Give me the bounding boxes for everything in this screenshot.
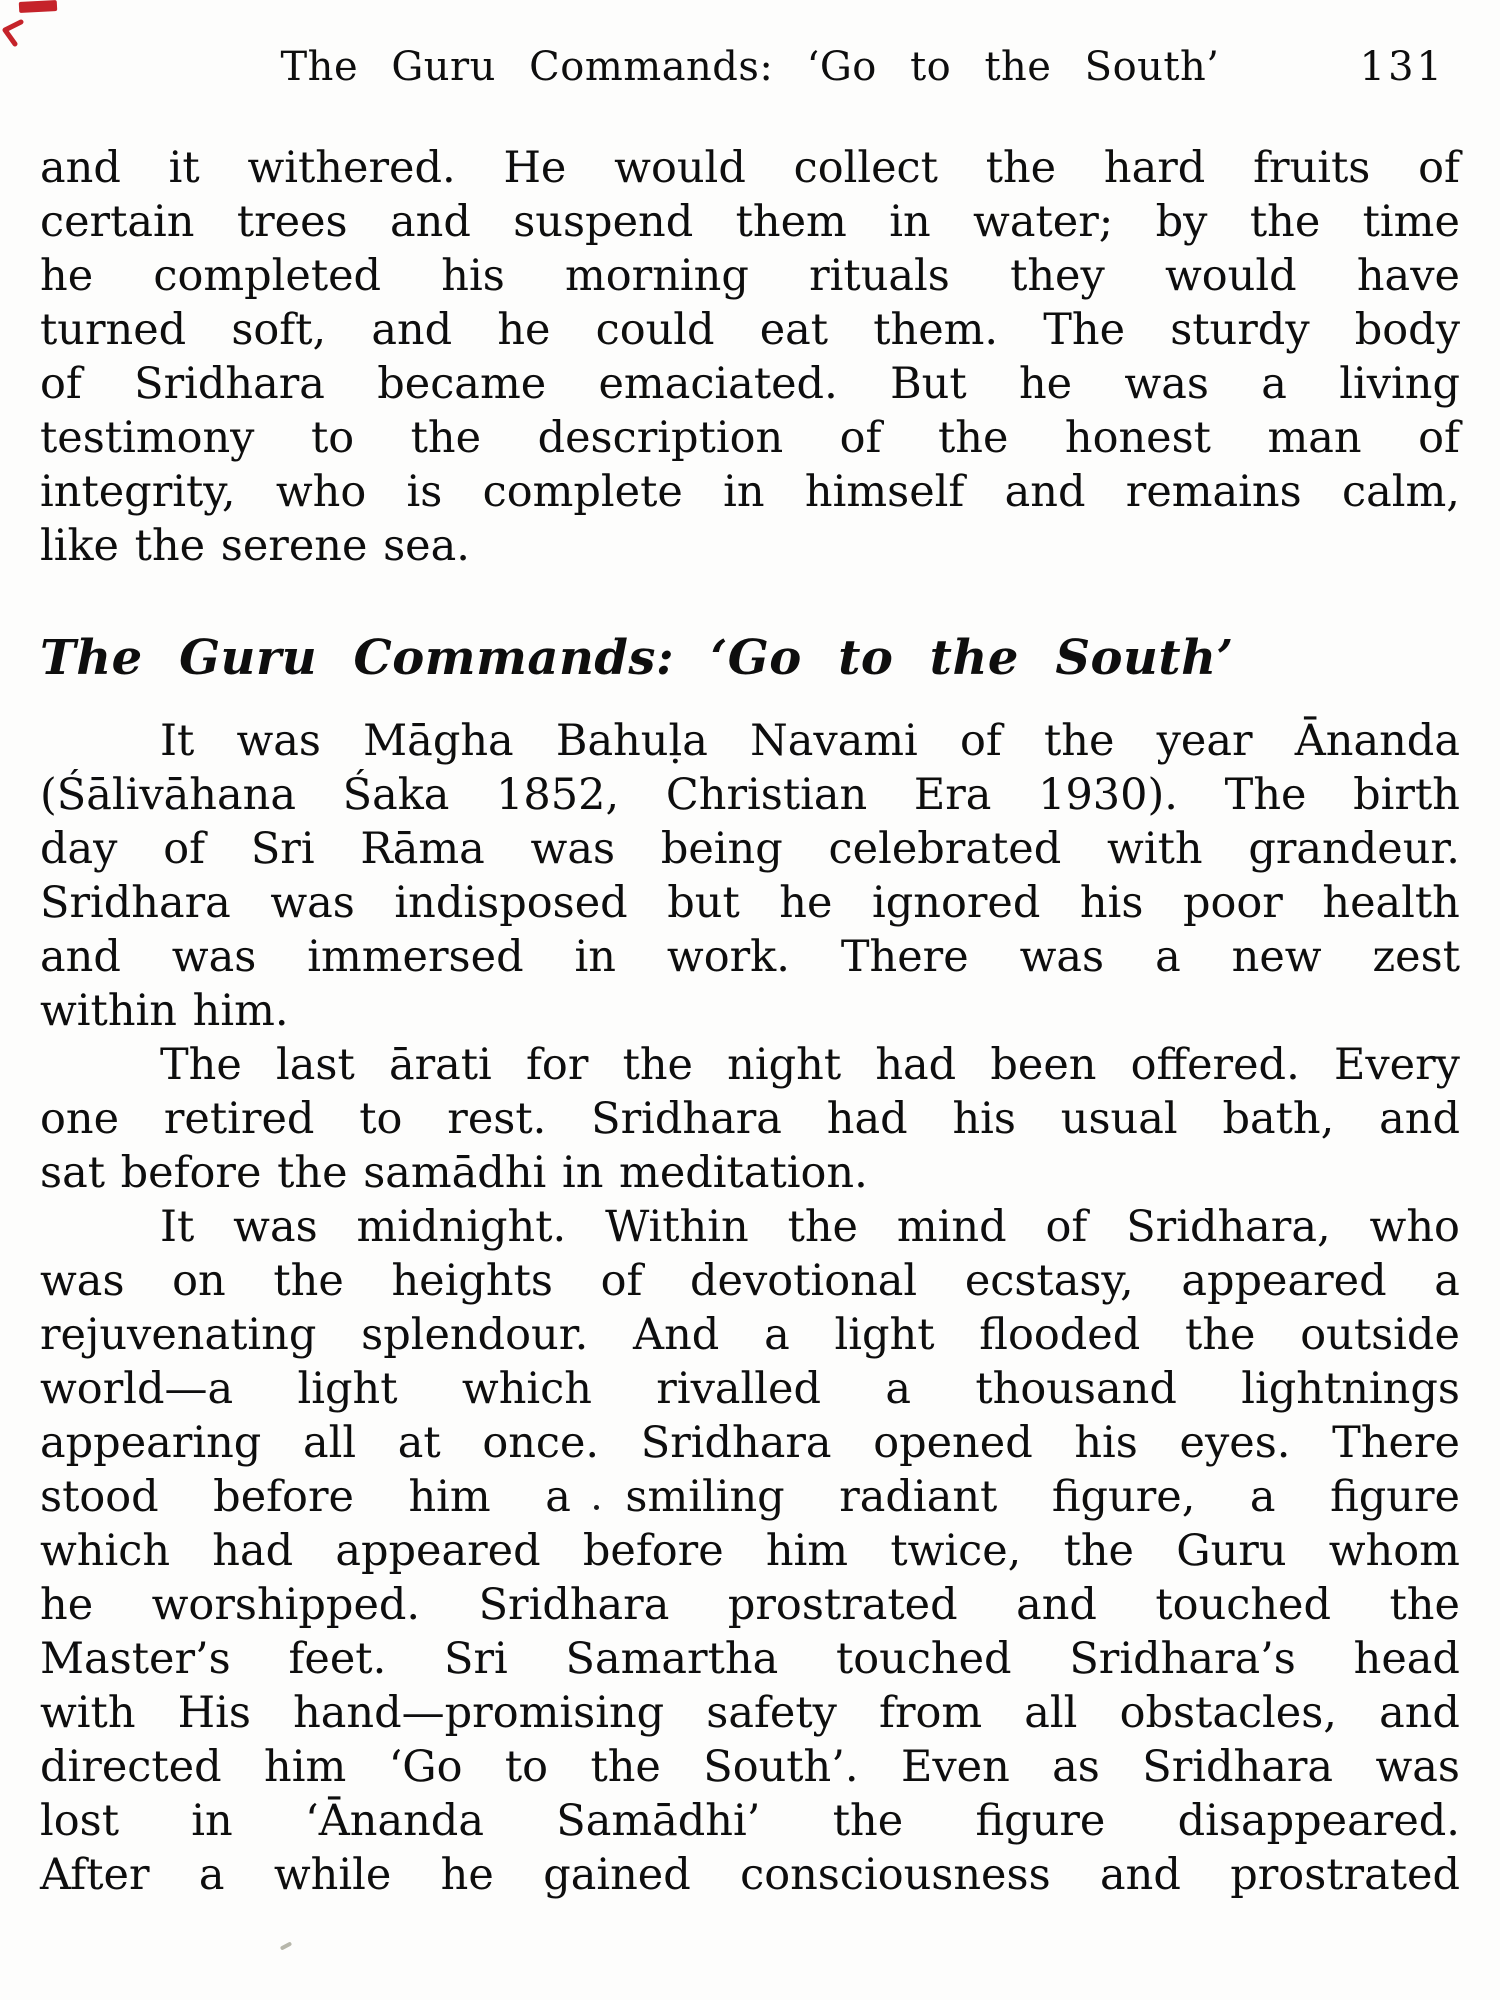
text-line: Sridhara was indisposed but he ignored his poor health bbox=[40, 878, 1460, 928]
text-line: certain trees and suspend them in water; by the time bbox=[40, 197, 1460, 247]
text-line: one retired to rest. Sridhara had his usual bath, and bbox=[40, 1094, 1460, 1144]
section-heading: The Guru Commands: ‘Go to the South’ bbox=[40, 630, 1234, 686]
paragraph-3 bbox=[40, 1038, 1460, 1200]
paragraph-4 bbox=[40, 1200, 1460, 1902]
text-line: It was midnight. Within the mind of Sridhara, who bbox=[160, 1202, 1460, 1252]
text-line: (Śālivāhana Śaka 1852, Christian Era 1930). The birth bbox=[40, 770, 1460, 820]
page-body bbox=[40, 141, 1460, 1902]
page-number: 131 bbox=[1359, 44, 1445, 90]
running-header bbox=[0, 44, 1500, 90]
text-line: integrity, who is complete in himself and remains calm, bbox=[40, 467, 1460, 517]
scan-smudge-artifact bbox=[280, 1941, 292, 1950]
text-line: sat before the samādhi in meditation. bbox=[40, 1148, 868, 1198]
text-line: After a while he gained consciousness and prostrated bbox=[40, 1850, 1460, 1900]
paragraph-2 bbox=[40, 714, 1460, 1038]
text-line: appearing all at once. Sridhara opened his eyes. There bbox=[40, 1418, 1460, 1468]
text-line: he completed his morning rituals they would have bbox=[40, 251, 1460, 301]
paragraph-1 bbox=[40, 141, 1460, 573]
text-line: like the serene sea. bbox=[40, 521, 470, 571]
text-line: world—a light which rivalled a thousand lightnings bbox=[40, 1364, 1460, 1414]
running-header-title: The Guru Commands: ‘Go to the South’ bbox=[280, 44, 1220, 90]
text-line: day of Sri Rāma was being celebrated with grandeur. bbox=[40, 824, 1460, 874]
text-line: and it withered. He would collect the hard fruits of bbox=[40, 143, 1460, 193]
text-line: The last ārati for the night had been offered. Every bbox=[160, 1040, 1460, 1090]
text-line: testimony to the description of the honest man of bbox=[40, 413, 1460, 463]
text-line: was on the heights of devotional ecstasy, appeared a bbox=[40, 1256, 1460, 1306]
text-line: rejuvenating splendour. And a light flooded the outside bbox=[40, 1310, 1460, 1360]
text-line: stood before him a smiling radiant figure, a figure bbox=[40, 1472, 1460, 1522]
text-line: lost in ‘Ānanda Samādhi’ the figure disappeared. bbox=[40, 1796, 1460, 1846]
text-line: of Sridhara became emaciated. But he was a living bbox=[40, 359, 1460, 409]
text-line: Master’s feet. Sri Samartha touched Sridhara’s head bbox=[40, 1634, 1460, 1684]
text-line: turned soft, and he could eat them. The sturdy body bbox=[40, 305, 1460, 355]
text-line: which had appeared before him twice, the Guru whom bbox=[40, 1526, 1460, 1576]
red-pen-mark-bar bbox=[19, 0, 58, 13]
text-line: with His hand—promising safety from all obstacles, and bbox=[40, 1688, 1460, 1738]
text-line: within him. bbox=[40, 986, 289, 1036]
text-line: and was immersed in work. There was a new zest bbox=[40, 932, 1460, 982]
text-line: he worshipped. Sridhara prostrated and touched the bbox=[40, 1580, 1460, 1630]
text-line: directed him ‘Go to the South’. Even as Sridhara was bbox=[40, 1742, 1460, 1792]
text-line: It was Māgha Bahuḷa Navami of the year Ānanda bbox=[160, 716, 1460, 766]
red-pen-mark-arrow bbox=[0, 19, 24, 47]
